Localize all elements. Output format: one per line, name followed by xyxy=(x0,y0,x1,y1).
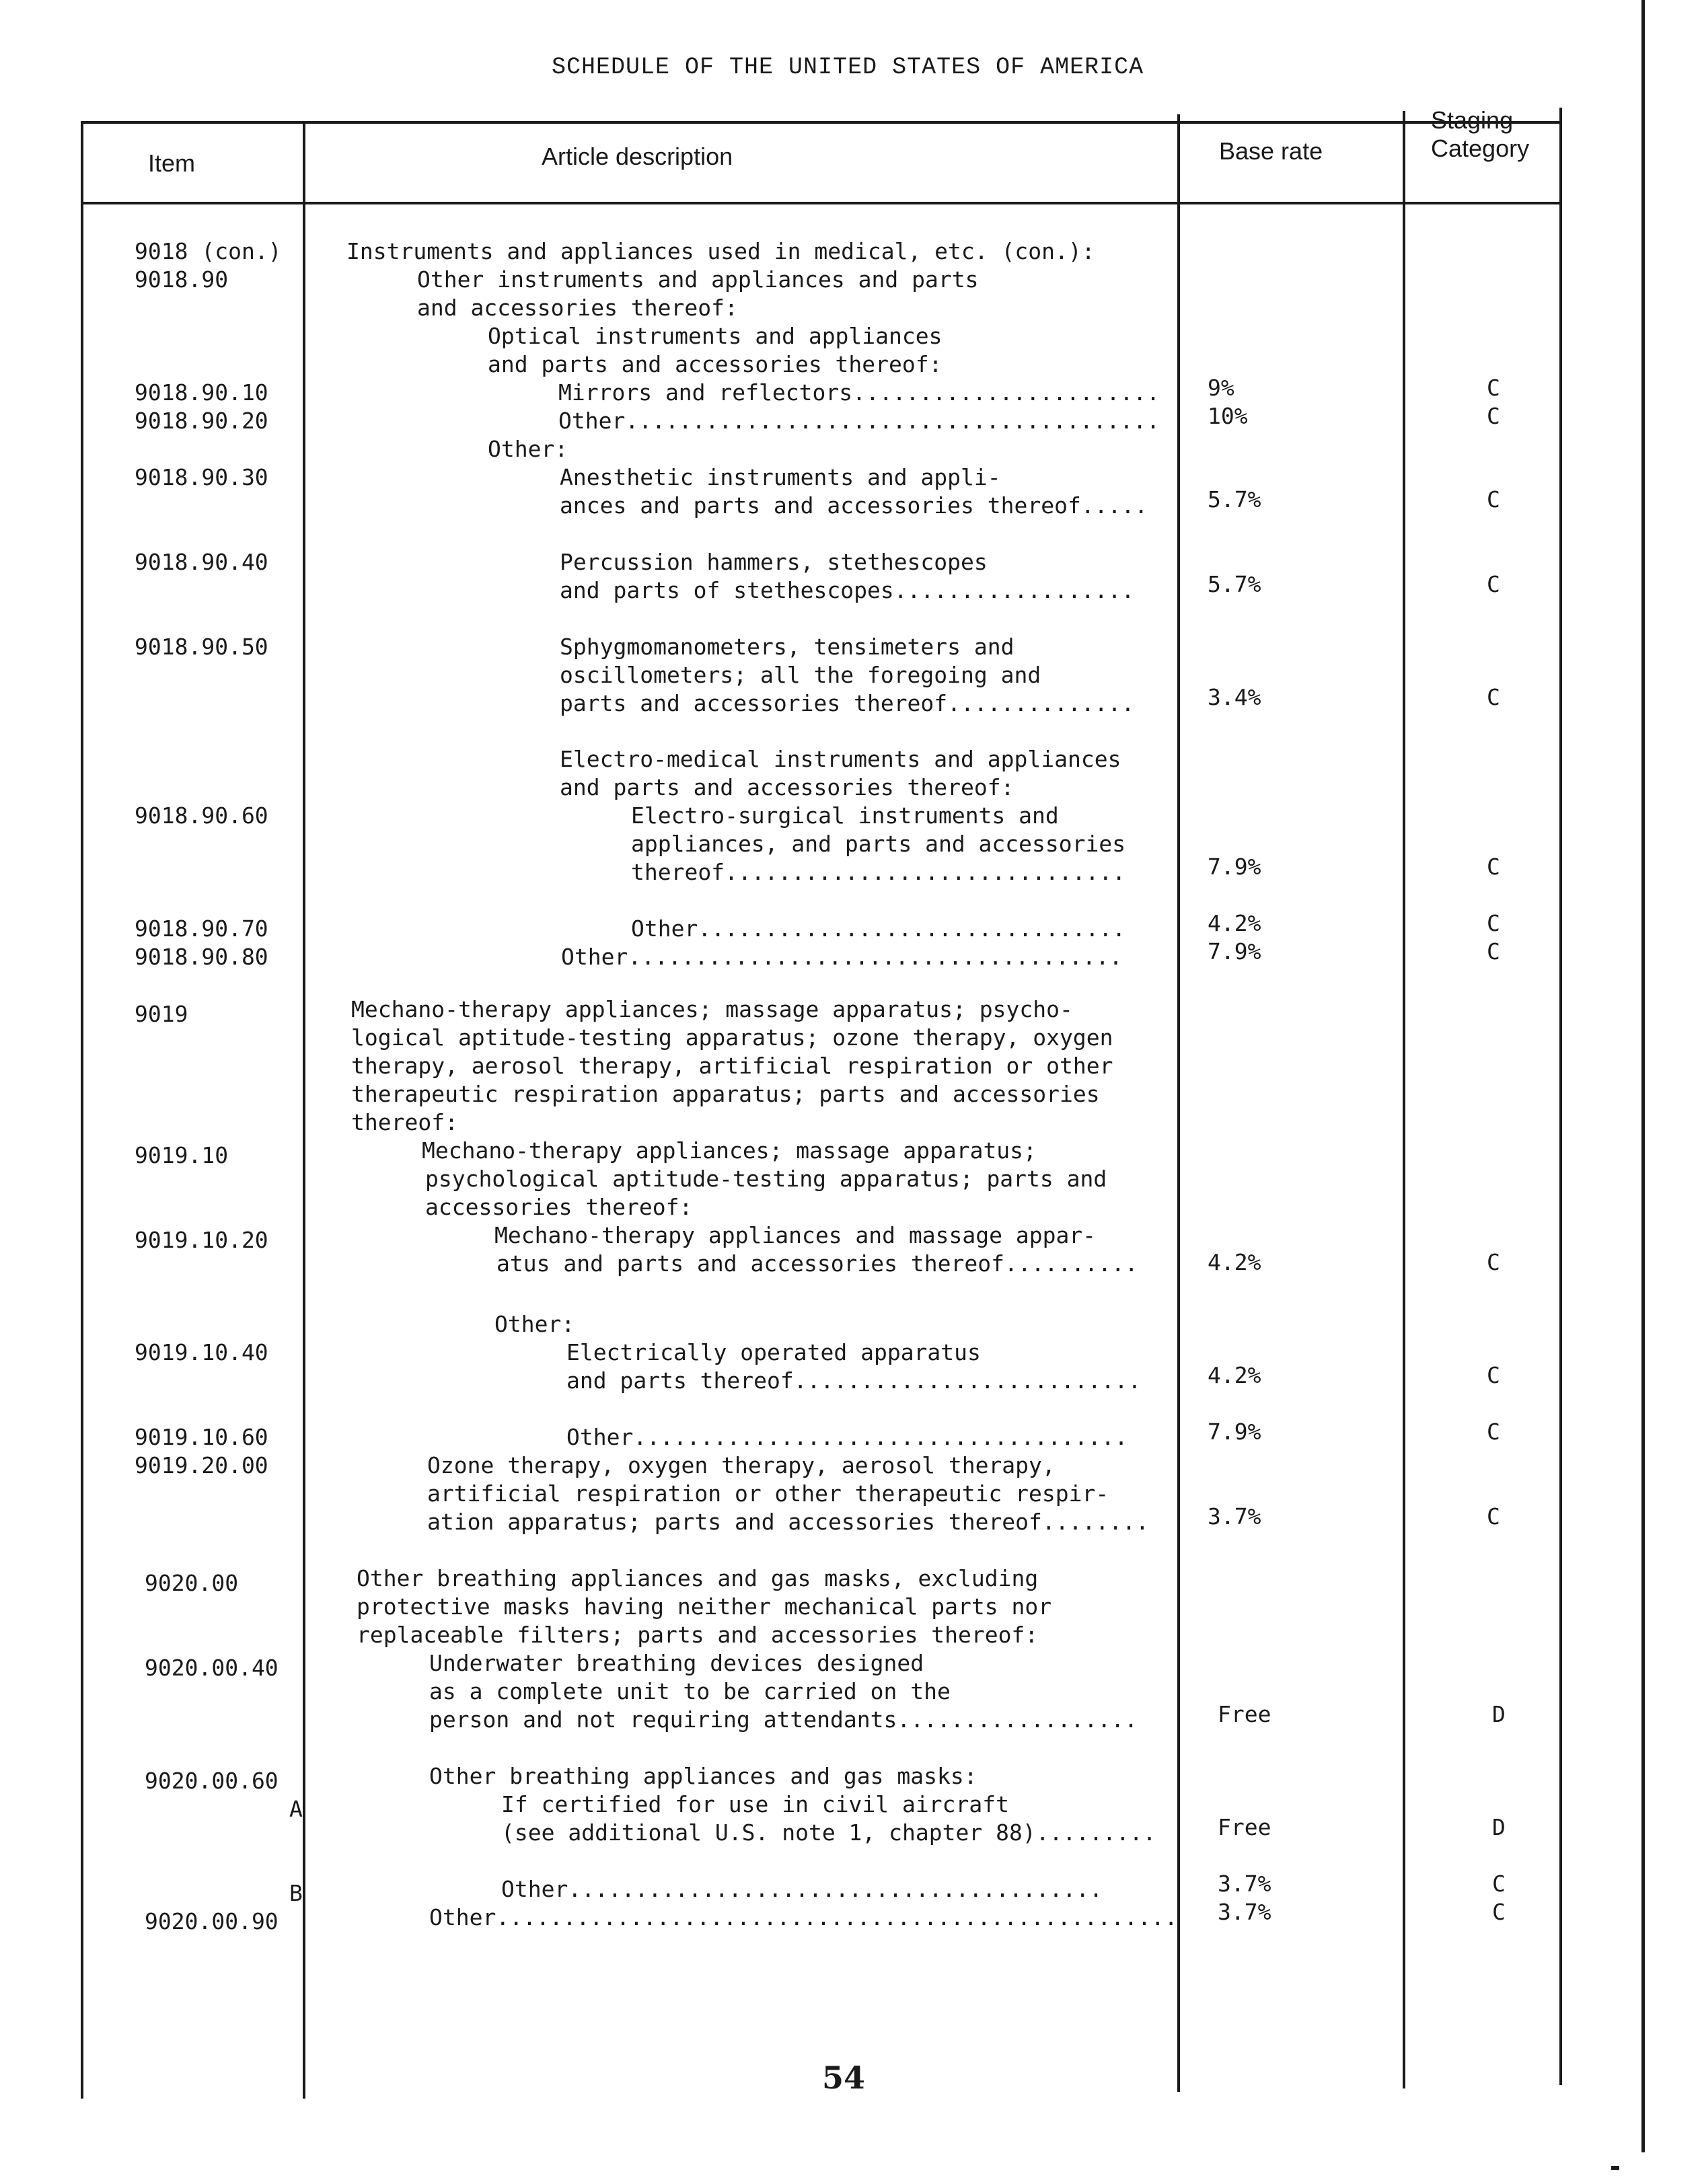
row-description: accessories thereof: xyxy=(425,1194,693,1220)
row-base-rate: 7.9% xyxy=(1208,854,1261,880)
row-sub-item: B xyxy=(289,1880,303,1906)
row-description: Sphygmomanometers, tensimeters and xyxy=(560,634,1014,660)
row-item: 9020.00 xyxy=(145,1570,239,1596)
row-staging-category: D xyxy=(1492,1814,1506,1840)
row-staging-category: C xyxy=(1487,938,1500,965)
row-description: Other........................................ xyxy=(558,408,1160,434)
row-staging-category: C xyxy=(1487,375,1500,401)
row-staging-category: C xyxy=(1487,910,1500,936)
row-description: and parts and accessories thereof: xyxy=(488,351,943,377)
row-base-rate: 5.7% xyxy=(1208,486,1261,513)
row-item: 9019.20.00 xyxy=(135,1452,268,1478)
column-divider-item xyxy=(303,121,305,2099)
row-item: 9019.10.40 xyxy=(135,1339,268,1365)
row-description: Other..................................... xyxy=(561,944,1123,970)
row-description: Other................................................... xyxy=(429,1904,1178,1930)
column-divider-left xyxy=(81,121,83,2099)
row-description: Underwater breathing devices designed xyxy=(429,1650,924,1676)
edge-mark xyxy=(1611,2166,1619,2170)
column-divider-base-rate xyxy=(1403,111,1405,2088)
row-description: Electro-medical instruments and appliances xyxy=(560,746,1121,772)
row-item: 9020.00.90 xyxy=(145,1908,279,1934)
page-title: SCHEDULE OF THE UNITED STATES OF AMERICA xyxy=(552,54,1144,81)
row-description: Mirrors and reflectors....................... xyxy=(558,379,1160,406)
row-item: 9018.90.80 xyxy=(135,944,268,970)
header-item: Item xyxy=(148,149,196,177)
row-base-rate: 3.4% xyxy=(1208,684,1261,710)
row-base-rate: 9% xyxy=(1208,375,1234,401)
row-description: Mechano-therapy appliances and massage appar- xyxy=(494,1222,1097,1248)
header-base-rate: Base rate xyxy=(1219,137,1323,165)
row-base-rate: 4.2% xyxy=(1208,1362,1261,1388)
row-base-rate: 3.7% xyxy=(1218,1899,1271,1925)
row-description: Mechano-therapy appliances; massage apparatus; xyxy=(422,1137,1037,1164)
row-item: 9018.90.10 xyxy=(135,379,268,406)
row-item: 9018.90.60 xyxy=(135,802,268,829)
row-item: 9019 xyxy=(135,1001,188,1027)
row-description: (see additional U.S. note 1, chapter 88)......... xyxy=(501,1819,1156,1846)
row-item: 9019.10.60 xyxy=(135,1424,268,1450)
row-staging-category: C xyxy=(1487,684,1500,710)
row-base-rate: 10% xyxy=(1208,403,1248,429)
row-item: 9019.10.20 xyxy=(135,1227,268,1253)
row-description: therapy, aerosol therapy, artificial respiration or other xyxy=(351,1053,1113,1079)
row-base-rate: 7.9% xyxy=(1208,938,1261,965)
row-base-rate: Free xyxy=(1218,1701,1271,1727)
header-article-description: Article description xyxy=(542,143,733,170)
row-staging-category: C xyxy=(1492,1871,1506,1897)
row-item: 9018.90.20 xyxy=(135,408,268,434)
row-staging-category: C xyxy=(1487,1249,1500,1275)
row-description: Electro-surgical instruments and xyxy=(631,802,1059,829)
row-description: Other..................................... xyxy=(566,1424,1128,1450)
row-base-rate: 7.9% xyxy=(1208,1419,1261,1445)
row-item: 9020.00.40 xyxy=(145,1655,279,1681)
row-description: Other breathing appliances and gas masks: xyxy=(429,1763,977,1789)
row-description: ances and parts and accessories thereof..... xyxy=(560,492,1148,519)
row-description: replaceable filters; parts and accessories thereof: xyxy=(357,1622,1039,1648)
row-description: Percussion hammers, stethescopes xyxy=(560,549,988,575)
row-description: If certified for use in civil aircraft xyxy=(501,1791,1009,1817)
row-description: protective masks having neither mechanical parts nor xyxy=(357,1593,1052,1620)
row-staging-category: C xyxy=(1487,854,1500,880)
row-base-rate: 3.7% xyxy=(1218,1871,1271,1897)
row-base-rate: 5.7% xyxy=(1208,571,1261,597)
row-staging-category: C xyxy=(1487,1419,1500,1445)
row-staging-category: C xyxy=(1487,403,1500,429)
row-description: and accessories thereof: xyxy=(417,295,738,321)
row-staging-category: D xyxy=(1492,1701,1506,1727)
row-description: Other........................................ xyxy=(501,1876,1103,1902)
row-description: thereof.............................. xyxy=(631,859,1126,885)
row-description: Ozone therapy, oxygen therapy, aerosol therapy, xyxy=(427,1452,1056,1478)
row-description: Optical instruments and appliances xyxy=(488,323,943,349)
row-description: and parts thereof.......................... xyxy=(566,1367,1142,1394)
column-divider-description xyxy=(1177,114,1180,2092)
row-description: logical aptitude-testing apparatus; ozone therapy, oxygen xyxy=(351,1024,1113,1051)
row-description: therapeutic respiration apparatus; parts and accessories xyxy=(351,1081,1100,1107)
row-description: appliances, and parts and accessories xyxy=(631,831,1126,857)
row-item: 9018.90.70 xyxy=(135,915,268,942)
row-description: and parts and accessories thereof: xyxy=(560,774,1014,800)
row-description: parts and accessories thereof.............. xyxy=(560,690,1135,716)
row-item: 9018.90.50 xyxy=(135,634,268,660)
row-staging-category: C xyxy=(1487,486,1500,513)
row-description: Other: xyxy=(494,1311,575,1337)
page-number: 54 xyxy=(822,2060,866,2096)
row-description: Other breathing appliances and gas masks, excluding xyxy=(357,1565,1039,1591)
row-description: Electrically operated apparatus xyxy=(566,1339,981,1365)
row-description: ation apparatus; parts and accessories thereof........ xyxy=(427,1509,1149,1535)
row-sub-item: A xyxy=(289,1796,303,1822)
row-item: 9018.90.40 xyxy=(135,549,268,575)
row-description: psychological aptitude-testing apparatus; parts and xyxy=(425,1166,1107,1192)
row-base-rate: 4.2% xyxy=(1208,910,1261,936)
row-staging-category: C xyxy=(1487,571,1500,597)
row-item: 9018.90.30 xyxy=(135,464,268,490)
row-description: atus and parts and accessories thereof.......... xyxy=(496,1250,1138,1277)
header-staging-line2: Category xyxy=(1431,135,1530,162)
header-staging-line1: Staging xyxy=(1431,106,1514,134)
row-description: person and not requiring attendants.................. xyxy=(429,1706,1138,1733)
page-edge-rule xyxy=(1641,0,1645,2152)
row-description: oscillometers; all the foregoing and xyxy=(560,662,1041,688)
row-base-rate: 4.2% xyxy=(1208,1249,1261,1275)
row-description: Other................................ xyxy=(631,915,1126,942)
row-description: Instruments and appliances used in medical, etc. (con.): xyxy=(346,238,1095,264)
row-staging-category: C xyxy=(1492,1899,1506,1925)
row-staging-category: C xyxy=(1487,1362,1500,1388)
row-item: 9020.00.60 xyxy=(145,1768,279,1794)
row-item: 9019.10 xyxy=(135,1142,229,1168)
row-item: 9018.90 xyxy=(135,266,229,293)
row-description: Other instruments and appliances and parts xyxy=(417,266,979,293)
row-item: 9018 (con.) xyxy=(135,238,282,264)
row-description: Anesthetic instruments and appli- xyxy=(560,464,1001,490)
column-divider-right xyxy=(1559,108,1562,2085)
row-description: Other: xyxy=(488,436,568,462)
row-description: thereof: xyxy=(351,1109,458,1135)
row-description: and parts of stethescopes.................. xyxy=(560,577,1135,603)
row-description: Mechano-therapy appliances; massage apparatus; psycho- xyxy=(351,996,1073,1022)
row-base-rate: Free xyxy=(1218,1814,1271,1840)
row-base-rate: 3.7% xyxy=(1208,1503,1261,1530)
row-description: artificial respiration or other therapeutic respir- xyxy=(427,1480,1109,1507)
row-description: as a complete unit to be carried on the xyxy=(429,1678,951,1704)
row-staging-category: C xyxy=(1487,1503,1500,1530)
